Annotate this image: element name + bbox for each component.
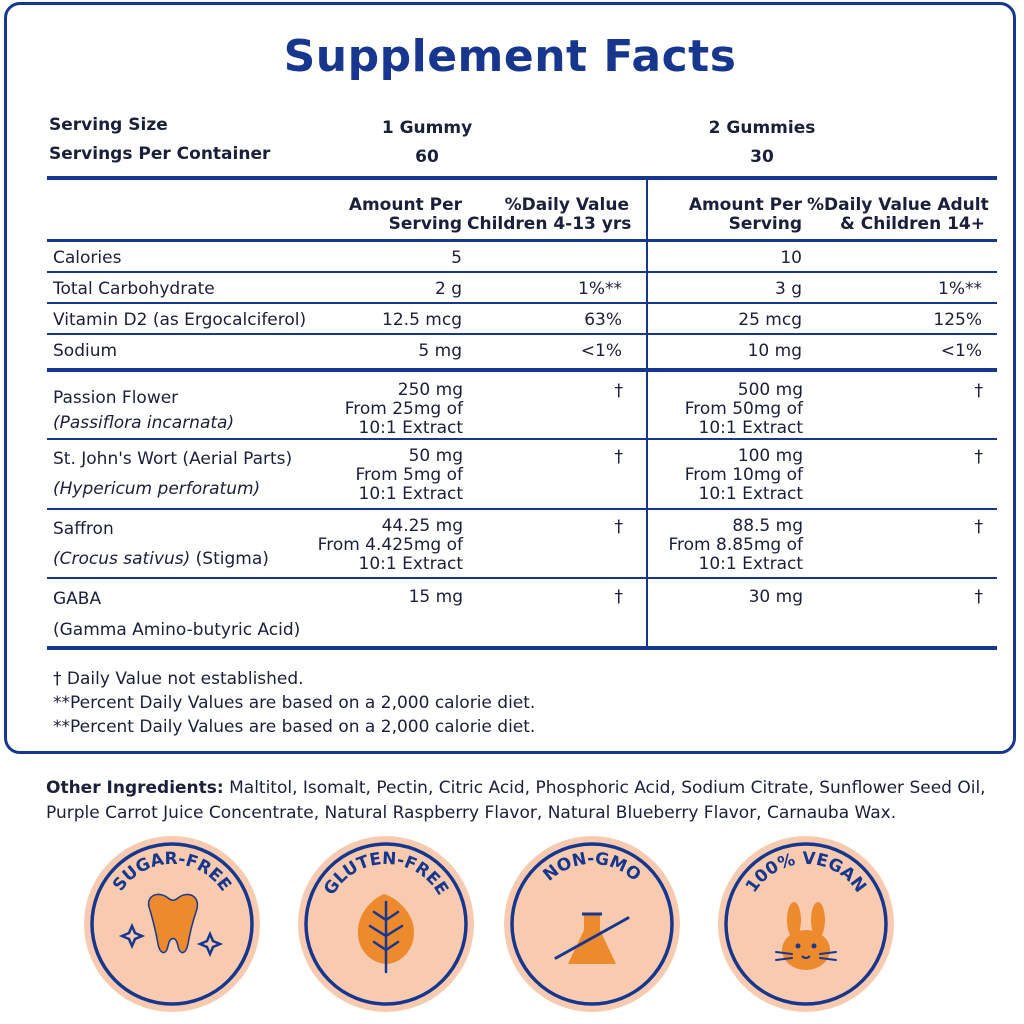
- child-dv: †: [614, 587, 623, 607]
- ingredients-label: Other Ingredients:: [46, 778, 224, 798]
- child-serving-size: 1 Gummy: [381, 118, 473, 138]
- child-amount: 44.25 mg: [381, 516, 463, 536]
- child-dv: †: [614, 447, 623, 467]
- ingredient-name: St. John's Wort (Aerial Parts): [53, 449, 293, 469]
- child-amount: 5 mg: [418, 341, 462, 361]
- other-ingredients: [46, 776, 1006, 826]
- rule-row: [47, 438, 997, 440]
- child-amount: 250 mg: [397, 380, 463, 400]
- child-dv: †: [614, 381, 623, 401]
- ingredient-latin-name: (Passiflora incarnata): [53, 413, 235, 433]
- adult-extract-source: From 10mg of: [684, 465, 803, 485]
- adult-amount-header-2: Serving: [728, 214, 802, 234]
- ingredient-full-name: (Gamma Amino-butyric Acid): [53, 620, 301, 640]
- adult-dv: 1%**: [938, 279, 982, 299]
- footnote-dagger: † Daily Value not established.: [53, 669, 304, 689]
- footnote-daily-values: **Percent Daily Values are based on a 2,000 calorie diet.: [53, 693, 536, 713]
- adult-dv-header-1: %Daily Value Adult: [807, 195, 989, 215]
- child-dv-header-2: Children 4-13 yrs: [467, 214, 632, 234]
- ingredients-text: Maltitol, Isomalt, Pectin, Citric Acid, Phosphoric Acid, Sodium Citrate, Sunflower Seed Oil, Purple Carrot Juice Concentrate, Natural Raspberry Flavor, Natural Blueberry Flavor, Carnauba Wax.: [46, 778, 986, 823]
- rule-row: [47, 333, 997, 335]
- child-dv: †: [614, 517, 623, 537]
- adult-amount: 100 mg: [737, 446, 803, 466]
- child-amount: 5: [451, 248, 462, 268]
- adult-extract-ratio: 10:1 Extract: [698, 418, 803, 438]
- badge-gluten-free: [298, 836, 474, 1012]
- adult-dv: †: [974, 447, 983, 467]
- adult-extract-ratio: 10:1 Extract: [698, 484, 803, 504]
- child-amount: 12.5 mcg: [382, 310, 462, 330]
- ingredient-name: GABA: [53, 589, 102, 609]
- adult-amount: 500 mg: [737, 380, 803, 400]
- nutrient-name: Sodium: [53, 341, 118, 361]
- child-servings: 60: [415, 147, 439, 167]
- tooth-icon: [122, 894, 220, 954]
- rule-header: [47, 239, 997, 242]
- ingredient-latin-name: (Hypericum perforatum): [53, 479, 261, 499]
- adult-serving-size: 2 Gummies: [708, 118, 816, 138]
- ingredient-name: Passion Flower: [53, 388, 179, 408]
- badge-label: SUGAR-FREE: [108, 848, 236, 896]
- child-amount-header-2: Serving: [388, 214, 462, 234]
- rule-row: [47, 577, 997, 579]
- badge-sugar-free: [84, 836, 260, 1012]
- child-dv: <1%: [580, 341, 622, 361]
- nutrient-name: Total Carbohydrate: [53, 279, 215, 299]
- child-amount: 15 mg: [408, 587, 463, 607]
- flask-icon: [556, 914, 628, 964]
- nutrient-name: Vitamin D2 (as Ergocalciferol): [53, 310, 307, 330]
- child-dv-header-1: %Daily Value: [504, 195, 629, 215]
- rule-bottom: [47, 646, 997, 650]
- ingredient-name: Saffron: [53, 519, 114, 539]
- supplement-facts-panel: [4, 2, 1016, 754]
- adult-extract-source: From 50mg of: [684, 399, 803, 419]
- adult-amount: 10 mg: [747, 341, 802, 361]
- rule-row: [47, 302, 997, 304]
- ingredient-latin-name: (Crocus sativus): [53, 549, 191, 569]
- serving-size-label: Serving Size: [49, 115, 168, 135]
- footnote-daily-values: **Percent Daily Values are based on a 2,000 calorie diet.: [53, 717, 536, 737]
- rule-top: [47, 176, 997, 180]
- child-dv: 1%**: [578, 279, 622, 299]
- adult-extract-ratio: 10:1 Extract: [698, 554, 803, 574]
- child-extract-source: From 4.425mg of: [317, 535, 463, 555]
- adult-dv: †: [974, 587, 983, 607]
- adult-amount: 88.5 mg: [732, 516, 803, 536]
- svg-text:GLUTEN-FREE: [320, 849, 452, 899]
- adult-amount: 10: [780, 248, 802, 268]
- leaf-icon: [358, 894, 414, 972]
- adult-dv-header-2: & Children 14+: [840, 214, 985, 234]
- badge-label: NON-GMO: [539, 848, 645, 886]
- adult-amount: 25 mcg: [738, 310, 802, 330]
- adult-amount-header-1: Amount Per: [688, 195, 802, 215]
- badge-vegan: [718, 836, 894, 1012]
- adult-dv: <1%: [940, 341, 982, 361]
- child-extract-source: From 25mg of: [344, 399, 463, 419]
- badge-label: 100% VEGAN: [741, 848, 871, 897]
- child-extract-ratio: 10:1 Extract: [358, 484, 463, 504]
- adult-amount: 3 g: [774, 279, 802, 299]
- ingredient-latin-line: [53, 549, 269, 569]
- adult-servings: 30: [750, 147, 774, 167]
- adult-dv: †: [974, 381, 983, 401]
- child-dv: 63%: [584, 310, 622, 330]
- page-title: Supplement Facts: [283, 31, 737, 82]
- adult-extract-source: From 8.85mg of: [668, 535, 803, 555]
- rule-row: [47, 271, 997, 273]
- servings-per-container-label: Servings Per Container: [49, 144, 271, 164]
- child-extract-source: From 5mg of: [355, 465, 463, 485]
- child-amount: 2 g: [434, 279, 462, 299]
- badge-non-gmo: [504, 836, 680, 1012]
- child-extract-ratio: 10:1 Extract: [358, 554, 463, 574]
- ingredient-part: (Stigma): [190, 549, 269, 569]
- rule-section: [47, 368, 997, 372]
- rule-row: [47, 508, 997, 510]
- child-amount: 50 mg: [408, 446, 463, 466]
- nutrient-name: Calories: [53, 248, 122, 268]
- child-amount-header-1: Amount Per: [348, 195, 462, 215]
- bunny-icon: [776, 902, 836, 970]
- adult-amount: 30 mg: [748, 587, 803, 607]
- child-extract-ratio: 10:1 Extract: [358, 418, 463, 438]
- adult-dv: †: [974, 517, 983, 537]
- badge-label: GLUTEN-FREE: [320, 848, 452, 899]
- adult-dv: 125%: [933, 310, 982, 330]
